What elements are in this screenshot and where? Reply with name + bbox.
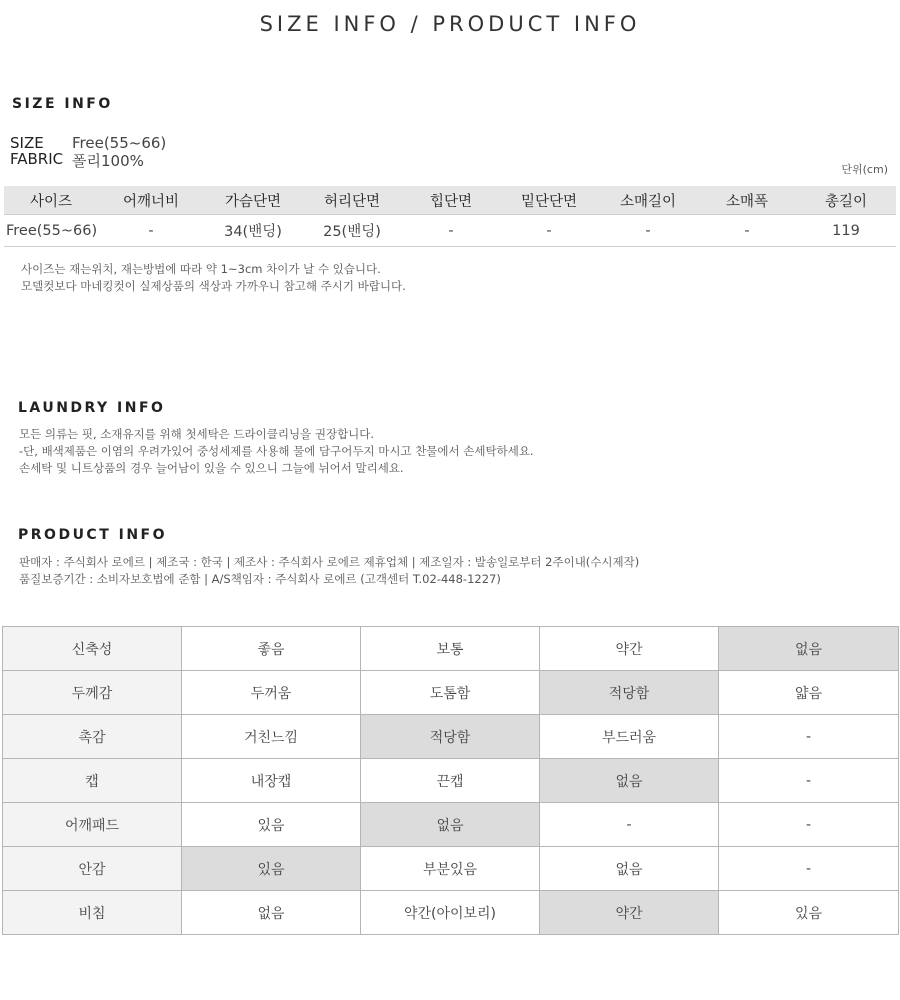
- size-info-heading: SIZE INFO: [12, 96, 113, 112]
- feature-label: 두께감: [3, 671, 182, 715]
- feature-option: 거친느낌: [182, 715, 361, 759]
- table-cell: -: [402, 215, 500, 247]
- laundry-line: 모든 의류는 핏, 소재유지를 위해 첫세탁은 드라이클리닝을 권장합니다.: [19, 427, 375, 441]
- size-label: SIZE: [10, 134, 44, 152]
- feature-option: 없음: [182, 891, 361, 935]
- size-table-header: 소매길이: [598, 186, 698, 215]
- feature-option-selected: 있음: [182, 847, 361, 891]
- feature-option: 있음: [182, 803, 361, 847]
- feature-row: [3, 891, 899, 935]
- size-table-header: 사이즈: [4, 186, 98, 215]
- table-cell: Free(55~66): [4, 215, 98, 247]
- table-cell: 119: [796, 215, 896, 247]
- feature-option: 얇음: [719, 671, 899, 715]
- table-cell: -: [598, 215, 698, 247]
- feature-option: 좋음: [182, 627, 361, 671]
- feature-option: 두꺼움: [182, 671, 361, 715]
- table-row: [4, 215, 896, 247]
- fabric-label: FABRIC: [10, 150, 64, 168]
- laundry-line: -단, 배색제품은 이염의 우려가있어 중성세제를 사용해 물에 담구어두지 마시고 찬물에서 손세탁하세요.: [19, 444, 534, 458]
- feature-option: 보통: [361, 627, 540, 671]
- table-cell: 34(밴딩): [204, 215, 302, 247]
- unit-note: 단위(cm): [841, 163, 888, 176]
- product-info-heading: PRODUCT INFO: [18, 527, 168, 543]
- size-table-header: 소매폭: [698, 186, 796, 215]
- feature-label: 비침: [3, 891, 182, 935]
- size-table: [4, 186, 896, 247]
- size-table-header: 밑단단면: [500, 186, 598, 215]
- table-cell: 25(밴딩): [302, 215, 402, 247]
- feature-option: -: [540, 803, 719, 847]
- feature-label: 안감: [3, 847, 182, 891]
- feature-option: 없음: [540, 847, 719, 891]
- size-table-header-row: [4, 186, 896, 215]
- feature-option: 끈캡: [361, 759, 540, 803]
- size-value: Free(55~66): [72, 134, 167, 152]
- size-table-header: 총길이: [796, 186, 896, 215]
- feature-row: [3, 803, 899, 847]
- feature-option-selected: 약간: [540, 891, 719, 935]
- feature-table: [2, 626, 899, 935]
- feature-row: [3, 715, 899, 759]
- feature-option: -: [719, 803, 899, 847]
- size-table-header: 힙단면: [402, 186, 500, 215]
- feature-option-selected: 적당함: [540, 671, 719, 715]
- feature-label: 신축성: [3, 627, 182, 671]
- feature-label: 어깨패드: [3, 803, 182, 847]
- table-cell: -: [500, 215, 598, 247]
- feature-label: 캡: [3, 759, 182, 803]
- feature-option-selected: 없음: [719, 627, 899, 671]
- laundry-line: 손세탁 및 니트상품의 경우 늘어남이 있을 수 있으니 그늘에 뉘어서 말리세요.: [19, 461, 404, 475]
- feature-option-selected: 적당함: [361, 715, 540, 759]
- feature-option: 부분있음: [361, 847, 540, 891]
- feature-row: [3, 671, 899, 715]
- feature-option: -: [719, 715, 899, 759]
- feature-option: 부드러움: [540, 715, 719, 759]
- feature-row: [3, 759, 899, 803]
- size-table-header: 가슴단면: [204, 186, 302, 215]
- table-cell: -: [98, 215, 204, 247]
- feature-option-selected: 없음: [540, 759, 719, 803]
- feature-option: 있음: [719, 891, 899, 935]
- feature-row: [3, 847, 899, 891]
- feature-label: 촉감: [3, 715, 182, 759]
- size-note-line: 사이즈는 재는위치, 재는방법에 따라 약 1~3cm 차이가 날 수 있습니다.: [21, 262, 381, 276]
- feature-option: -: [719, 847, 899, 891]
- size-note-line: 모델컷보다 마네킹컷이 실제상품의 색상과 가까우니 참고해 주시기 바랍니다.: [21, 279, 406, 293]
- feature-row: [3, 627, 899, 671]
- feature-option: -: [719, 759, 899, 803]
- feature-option-selected: 없음: [361, 803, 540, 847]
- laundry-info-heading: LAUNDRY INFO: [18, 400, 166, 416]
- table-cell: -: [698, 215, 796, 247]
- page-title: SIZE INFO / PRODUCT INFO: [259, 12, 641, 36]
- feature-option: 약간: [540, 627, 719, 671]
- feature-option: 약간(아이보리): [361, 891, 540, 935]
- feature-option: 도톰함: [361, 671, 540, 715]
- size-table-header: 허리단면: [302, 186, 402, 215]
- size-table-header: 어깨너비: [98, 186, 204, 215]
- product-info-line: 품질보증기간 : 소비자보호법에 준함 | A/S책임자 : 주식회사 로에르 (고객센터 T.02-448-1227): [19, 572, 501, 586]
- fabric-value: 폴리100%: [72, 152, 144, 170]
- feature-option: 내장캡: [182, 759, 361, 803]
- product-info-line: 판매자 : 주식회사 로에르 | 제조국 : 한국 | 제조사 : 주식회사 로에르 제휴업체 | 제조일자 : 발송일로부터 2주이내(수시제작): [19, 555, 640, 569]
